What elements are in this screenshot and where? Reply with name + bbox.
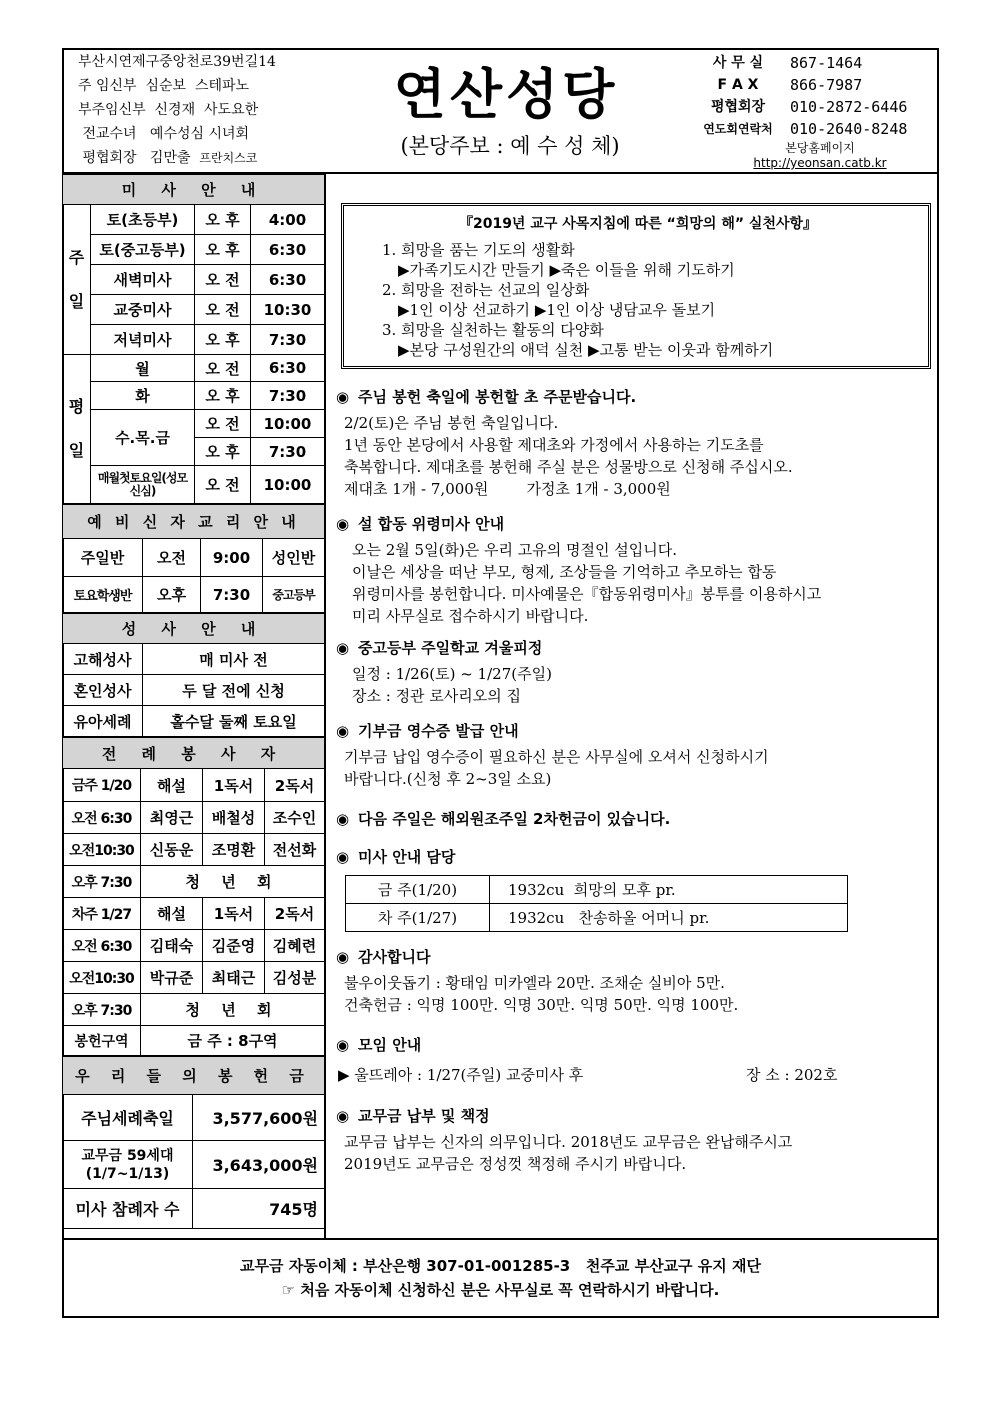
mass-name: 토(중고등부)	[91, 235, 195, 265]
liturgy-cell: 차주 1/27	[63, 898, 141, 930]
sunday-label: 주 일	[63, 205, 91, 355]
sacraments-table	[62, 613, 325, 737]
liturgy-cell: 조수인	[265, 802, 325, 834]
mass-time: 6:30	[251, 355, 325, 382]
contact-row: 사 무 실 867-1464	[712, 54, 863, 72]
catechumen-cell: 오후	[143, 577, 201, 613]
duty-week: 금 주(1/20)	[346, 876, 490, 904]
catechumen-cell: 토요학생반	[63, 577, 143, 613]
notice-mass-duty	[336, 846, 932, 872]
sacrament-name: 혼인성사	[63, 675, 143, 706]
notice-line: 1년 동안 본당에서 사용할 제대초와 가정에서 사용하는 기도초를	[344, 436, 764, 454]
liturgy-cell: 금주 1/20	[63, 769, 141, 802]
notice-line: 축복합니다. 제대초를 봉헌해 주실 분은 성물방으로 신청해 주십시오.	[344, 458, 793, 476]
offerings-table	[62, 1056, 325, 1229]
notice-line: 미리 사무실로 접수하시기 바랍니다.	[352, 607, 589, 625]
sacrament-info: 두 달 전에 신청	[143, 675, 325, 706]
notice-camp	[336, 637, 932, 707]
church-title: 연산성당	[393, 62, 619, 126]
liturgy-cell: 청 년 회	[141, 866, 325, 898]
liturgy-cell: 오전10:30	[63, 962, 141, 994]
offerings-title: 우 리 들 의 봉 헌 금	[63, 1057, 325, 1095]
staff-row: 전교수녀 예수성심 시녀회	[82, 126, 250, 142]
notice-heading: ◉ 감사합니다	[336, 948, 431, 966]
notice-line: 바랍니다.(신청 후 2~3일 소요)	[344, 770, 552, 788]
notice-heading: ◉ 다음 주일은 해외원조주일 2차헌금이 있습니다.	[336, 810, 671, 828]
notice-heading: ◉ 기부금 영수증 발급 안내	[336, 722, 519, 740]
offering-label: 미사 참례자 수	[63, 1189, 193, 1229]
bullet-icon: ◉	[336, 1107, 350, 1125]
catechumen-cell: 7:30	[201, 577, 263, 613]
notice-heading: ◉ 중고등부 주일학교 겨울피정	[336, 639, 543, 657]
notice-line: 위령미사를 봉헌합니다. 미사예물은『합동위령미사』봉투를 이용하시고	[352, 585, 822, 603]
sacrament-name: 유아세례	[63, 706, 143, 737]
mass-ampm: 오 후	[195, 382, 251, 410]
liturgy-cell: 1독서	[203, 898, 265, 930]
church-address: 부산시연제구중앙천로39번길14	[78, 54, 276, 70]
notice-dues	[336, 1105, 932, 1175]
liturgy-cell: 오전10:30	[63, 834, 141, 866]
mass-name: 월	[91, 355, 195, 382]
contact-row: 평협회장 010-2872-6446	[710, 98, 908, 116]
homepage	[720, 141, 920, 171]
catechumen-cell: 주일반	[63, 539, 143, 577]
mass-name: 새벽미사	[91, 265, 195, 295]
liturgy-cell: 조명환	[203, 834, 265, 866]
bullet-icon: ◉	[336, 722, 350, 740]
notice-line: 2019년도 교무금은 정성껏 책정해 주시기 바랍니다.	[344, 1155, 687, 1173]
meeting-item: ▶ 울뜨레아 : 1/27(주일) 교중미사 후	[338, 1066, 584, 1084]
guideline-item: 2. 희망을 전하는 선교의 일상화	[382, 281, 590, 299]
staff-row: 주 임신부 심순보 스테파노	[78, 78, 250, 94]
bullet-icon: ◉	[336, 515, 350, 533]
liturgy-cell: 최태근	[203, 962, 265, 994]
guideline-title: 『2019년 교구 사목지침에 따른 “희망의 해” 실천사항』	[458, 216, 818, 232]
footer	[62, 1254, 939, 1302]
mass-name: 교중미사	[91, 295, 195, 325]
notice-line: 이날은 세상을 떠난 부모, 형제, 조상들을 기억하고 추모하는 합동	[352, 563, 777, 581]
notice-line: 교무금 납부는 신자의 의무입니다. 2018년도 교무금은 완납해주시고	[344, 1133, 793, 1151]
guideline-sub: ▶본당 구성원간의 애덕 실천 ▶고통 받는 이웃과 함께하기	[398, 341, 774, 359]
notice-heading: ◉ 모임 안내	[336, 1036, 422, 1054]
mass-name: 저녁미사	[91, 325, 195, 355]
staff-row: 평협회장 김만출 프란치스코	[82, 150, 258, 166]
mass-ampm: 오 전	[195, 410, 251, 438]
mass-name: 매월첫토요일(성모신심)	[91, 466, 195, 504]
notice-line: 건축헌금 : 익명 100만. 익명 30만. 익명 50만. 익명 100만.	[344, 996, 739, 1014]
offering-value: 3,577,600원	[193, 1095, 325, 1141]
header-contacts	[686, 52, 936, 140]
guideline-item: 1. 희망을 품는 기도의 생활화	[382, 241, 575, 259]
mass-time: 7:30	[251, 382, 325, 410]
liturgy-cell: 해설	[141, 769, 203, 802]
mass-ampm: 오 후	[195, 205, 251, 235]
duty-week: 차 주(1/27)	[346, 904, 490, 932]
mass-ampm: 오 전	[195, 355, 251, 382]
liturgy-table	[62, 737, 325, 1056]
liturgy-cell: 김성분	[265, 962, 325, 994]
mass-time: 10:00	[251, 466, 325, 504]
left-column	[62, 174, 324, 1229]
mass-schedule-table	[62, 174, 325, 504]
catechumen-cell: 중고등부	[263, 577, 325, 613]
mass-time: 7:30	[251, 325, 325, 355]
mass-time: 6:30	[251, 265, 325, 295]
bullet-icon: ◉	[336, 848, 350, 866]
offering-value: 745명	[193, 1189, 325, 1229]
catechumen-cell: 오전	[143, 539, 201, 577]
sacrament-info: 홀수달 둘째 토요일	[143, 706, 325, 737]
offering-label: 교무금 59세대 (1/7~1/13)	[63, 1141, 193, 1189]
liturgy-cell: 오전 6:30	[63, 930, 141, 962]
notice-line: 기부금 납입 영수증이 필요하신 분은 사무실에 오셔서 신청하시기	[344, 748, 769, 766]
footer-divider	[62, 1238, 939, 1240]
mass-ampm: 오 후	[195, 438, 251, 466]
sacrament-name: 고해성사	[63, 644, 143, 675]
mass-ampm: 오 전	[195, 466, 251, 504]
notice-heading: ◉ 미사 안내 담당	[336, 848, 456, 866]
liturgy-cell: 신동운	[141, 834, 203, 866]
liturgy-cell: 1독서	[203, 769, 265, 802]
guideline-item: 3. 희망을 실천하는 활동의 다양화	[382, 321, 604, 339]
mass-name: 화	[91, 382, 195, 410]
notice-memorial	[336, 513, 932, 627]
weekday-label: 평 일	[63, 355, 91, 504]
mass-title: 미 사 안 내	[63, 175, 325, 205]
mass-time: 4:00	[251, 205, 325, 235]
meeting-row	[336, 1064, 932, 1086]
mass-ampm: 오 후	[195, 235, 251, 265]
notice-line: 일정 : 1/26(토) ~ 1/27(주일)	[352, 665, 552, 683]
catechumen-title: 예 비 신 자 교 리 안 내	[63, 505, 325, 539]
bullet-icon: ◉	[336, 388, 350, 406]
offering-area-value: 금 주 : 8구역	[141, 1026, 325, 1056]
staff-row: 부주임신부 신경재 사도요한	[78, 102, 259, 118]
liturgy-cell: 2독서	[265, 898, 325, 930]
mass-ampm: 오 전	[195, 265, 251, 295]
liturgy-cell: 오후 7:30	[63, 994, 141, 1026]
mass-duty-table	[345, 875, 848, 932]
mass-time: 7:30	[251, 438, 325, 466]
liturgy-cell: 최영근	[141, 802, 203, 834]
mass-ampm: 오 전	[195, 295, 251, 325]
liturgy-cell: 해설	[141, 898, 203, 930]
liturgy-cell: 오전 6:30	[63, 802, 141, 834]
liturgy-cell: 김준영	[203, 930, 265, 962]
homepage-link[interactable]: http://yeonsan.catb.kr	[753, 156, 887, 170]
bullet-icon: ◉	[336, 810, 350, 828]
meeting-place: 장 소 : 202호	[746, 1066, 838, 1084]
duty-group: 1932cu 희망의 모후 pr.	[490, 876, 848, 904]
liturgy-cell: 전선화	[265, 834, 325, 866]
notice-second-collection	[336, 808, 932, 834]
sacraments-title: 성 사 안 내	[63, 614, 325, 644]
liturgy-cell: 김태숙	[141, 930, 203, 962]
notice-line: 제대초 1개 - 7,000원 가정초 1개 - 3,000원	[344, 480, 671, 498]
offering-value: 3,643,000원	[193, 1141, 325, 1189]
notice-line: 오는 2월 5일(화)은 우리 고유의 명절인 설입니다.	[352, 541, 677, 559]
guideline-sub: ▶1인 이상 선교하기 ▶1인 이상 냉담교우 돌보기	[398, 301, 716, 319]
mass-name: 수.목.금	[91, 410, 195, 466]
catechumen-table	[62, 504, 325, 613]
homepage-label: 본당홈페이지	[785, 141, 855, 155]
mass-name: 토(초등부)	[91, 205, 195, 235]
bullet-icon: ◉	[336, 1036, 350, 1054]
notice-heading: ◉ 주님 봉헌 축일에 봉헌할 초 주문받습니다.	[336, 388, 637, 406]
offering-label: 주님세례축일	[63, 1095, 193, 1141]
bulletin-subtitle: (본당주보 : 예 수 성 체)	[400, 134, 620, 158]
notice-heading: ◉ 설 합동 위령미사 안내	[336, 515, 505, 533]
notice-receipt	[336, 720, 932, 790]
notice-thanks	[336, 946, 932, 1016]
duty-group: 1932cu 찬송하올 어머니 pr.	[490, 904, 848, 932]
liturgy-cell: 김혜련	[265, 930, 325, 962]
guideline-box	[341, 203, 931, 369]
contact-row: 연도회연락처 010-2640-8248	[703, 120, 908, 138]
bullet-icon: ◉	[336, 948, 350, 966]
notice-meeting	[336, 1034, 932, 1086]
liturgy-title: 전 례 봉 사 자	[63, 738, 325, 769]
catechumen-cell: 9:00	[201, 539, 263, 577]
notice-line: 2/2(토)은 주님 봉헌 축일입니다.	[344, 414, 559, 432]
header-staff	[64, 50, 326, 170]
contact-row: F A X 866-7987	[717, 76, 863, 94]
notice-candles	[336, 386, 932, 500]
footer-bank-info: 교무금 자동이체 : 부산은행 307-01-001285-3 천주교 부산교구 유지 재단	[240, 1257, 761, 1275]
liturgy-cell: 오후 7:30	[63, 866, 141, 898]
liturgy-cell: 2독서	[265, 769, 325, 802]
catechumen-cell: 성인반	[263, 539, 325, 577]
notice-line: 불우이웃돕기 : 황태임 미카엘라 20만. 조채순 실비아 5만.	[344, 974, 725, 992]
bullet-icon: ◉	[336, 639, 350, 657]
liturgy-cell: 청 년 회	[141, 994, 325, 1026]
liturgy-cell: 박규준	[141, 962, 203, 994]
footer-notice: ☞ 처음 자동이체 신청하신 분은 사무실로 꼭 연락하시기 바랍니다.	[281, 1281, 720, 1299]
guideline-sub: ▶가족기도시간 만들기 ▶죽은 이들을 위해 기도하기	[398, 261, 735, 279]
mass-time: 10:30	[251, 295, 325, 325]
sacrament-info: 매 미사 전	[143, 644, 325, 675]
mass-time: 10:00	[251, 410, 325, 438]
mass-ampm: 오 후	[195, 325, 251, 355]
offering-area-label: 봉헌구역	[63, 1026, 141, 1056]
notice-line: 장소 : 정관 로사리오의 집	[352, 687, 522, 705]
notice-heading: ◉ 교무금 납부 및 책정	[336, 1107, 490, 1125]
mass-time: 6:30	[251, 235, 325, 265]
liturgy-cell: 배철성	[203, 802, 265, 834]
